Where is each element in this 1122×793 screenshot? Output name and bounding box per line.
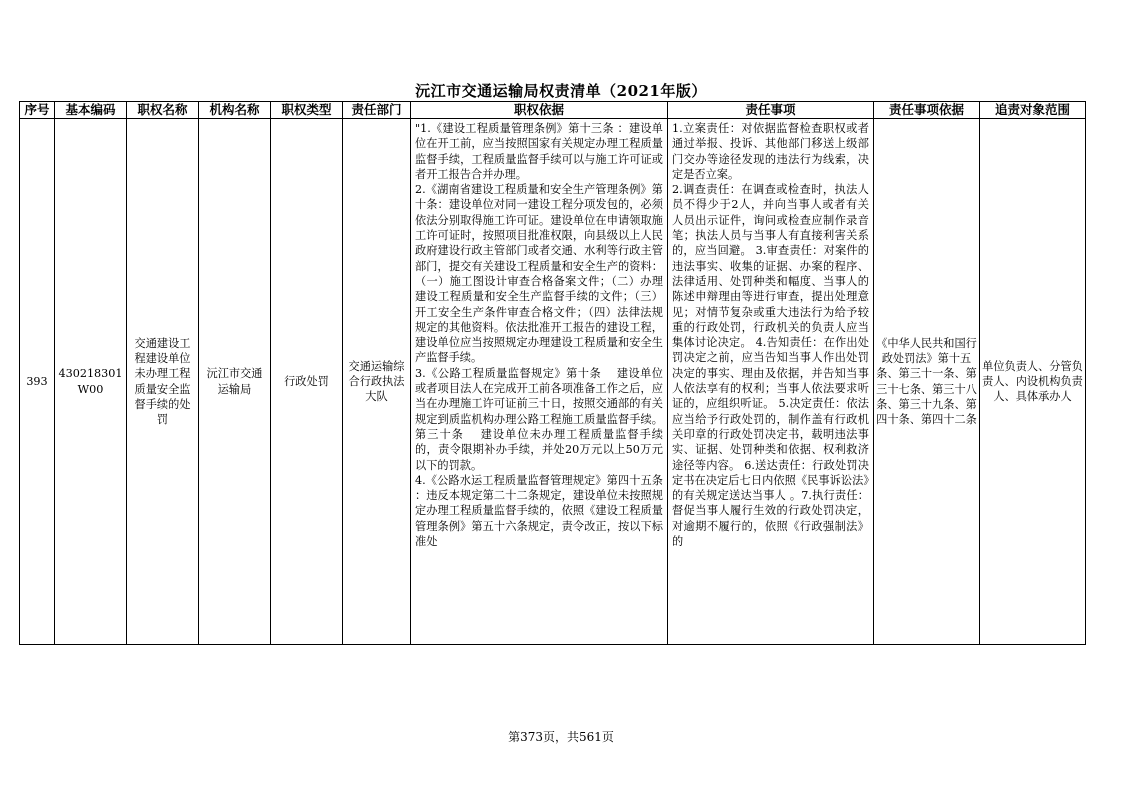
cell-code [55,119,127,645]
cell-department [343,119,411,645]
header-power-name: 职权名称 [127,102,199,119]
cell-duties [668,119,874,645]
code-text: 430218301W00 [58,367,123,396]
header-department: 责任部门 [343,102,411,119]
index-text: 393 [26,374,48,388]
header-accountability: 追责对象范围 [980,102,1086,119]
cell-index [20,119,55,645]
duties-text: 1.立案责任：对依据监督检查职权或者通过举报、投诉、其他部门移送上级部门交办等途径发现的违法行为线索，决定是否立案。 2.调查责任：在调查或检查时，执法人员不得少于2人，并向当事人或者有关人员出示证件，询问或检查应制作录音笔；执法人员与当事人有直接利害关系的，应当回避。 3.审查责任：对案件的违法事实、收集的证据、办案的程序、法律适用、处罚种类和幅度、当事人的陈述申辩理由等进行审查，提出处理意见；对情节复杂或重大违法行为给予较重的行政处罚，行政机关的负责人应当集体讨论决定。 4.告知责任：在作出处罚决定之前，应当告知当事人作出处罚决定的事实、理由及依据，并告知当事人依法享有的权利；当事人依法要求听证的，应组织听证。 5.决定责任：依法应当给予行政处罚的，制作盖有行政机关印章的行政处罚决定书，载明违法事实、证据、处罚种类和依据、权利救济途径等内容。 6.送达责任：行政处罚决定书在决定后七日内依照《民事诉讼法》的有关规定送达当事人 。7.执行责任：督促当事人履行生效的行政处罚决定，对逾期不履行的，依照《行政强制法》的 [672,122,869,549]
page-number: 第373页，共561页 [508,730,614,744]
cell-power-name [127,119,199,645]
duty-basis-text: 《中华人民共和国行政处罚法》第十五条、第三十一条、第三十七条、第三十八条、第三十九条、第四十条、第四十二条 [876,336,977,427]
responsibility-table [19,101,1086,645]
cell-power-type [271,119,343,645]
header-duty-basis: 责任事项依据 [874,102,980,119]
header-basis: 职权依据 [411,102,668,119]
header-duties: 责任事项 [668,102,874,119]
table-row [20,119,1086,645]
basis-text: "1.《建设工程质量管理条例》第十三条 ：建设单位在开工前，应当按照国家有关规定办理工程质量监督手续，工程质量监督手续可以与施工许可证或者开工报告合并办理。 2.《湖南省建设工程质量和安全生产管理条例》第十条：建设单位对同一建设工程分项发包的，必须依法分别取得施工许可证。建设单位在申请领取施工许可证时，按照项目批准权限，向县级以上人民政府建设行政主管部门或者交通、水利等行政主管部门，提交有关建设工程质量和安全生产的资料：（一）施工图设计审查合格备案文件；（二）办理建设工程质量和安全生产监督手续的文件；（三）开工安全生产条件审查合格文件；（四）法律法规规定的其他资料。依法批准开工报告的建设工程，建设单位应当按照规定办理建设工程质量和安全生产监督手续。 3.《公路工程质量监督规定》第十条 建设单位或者项目法人在完成开工前各项准备工作之后，应当在办理施工许可证前三十日，按照交通部的有关规定到质监机构办理公路工程施工质量监督手续。第三十条 建设单位未办理工程质量监督手续的，责令限期补办手续，并处20万元以上50万元以下的罚款。 4.《公路水运工程质量监督管理规定》第四十五条 ：违反本规定第二十二条规定，建设单位未按照规定办理工程质量监督手续的，依照《建设工程质量管理条例》第五十六条规定，责令改正，按以下标准处 [415,122,663,549]
table-header-row [20,102,1086,119]
power-type-text: 行政处罚 [284,374,329,388]
cell-accountability [980,119,1086,645]
cell-agency [199,119,271,645]
department-text: 交通运输综合行政执法大队 [348,359,405,404]
cell-duty-basis [874,119,980,645]
cell-basis [411,119,668,645]
header-agency: 机构名称 [199,102,271,119]
header-power-type: 职权类型 [271,102,343,119]
accountability-text: 单位负责人、分管负责人、内设机构负责人、具体承办人 [982,359,1083,404]
agency-text: 沅江市交通运输局 [206,367,263,396]
page-title: 沅江市交通运输局权责清单（2021年版） [415,82,707,100]
header-code: 基本编码 [55,102,127,119]
power-name-text: 交通建设工程建设单位未办理工程质量安全监督手续的处罚 [134,336,191,427]
header-index: 序号 [20,102,55,119]
